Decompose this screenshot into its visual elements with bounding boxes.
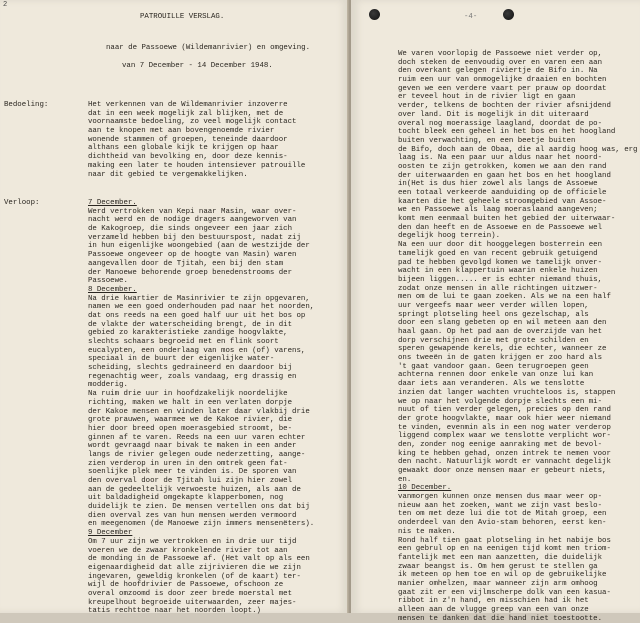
text-line: wacht in een klappertuin waarin enkele huizen [398, 267, 598, 276]
text-line: aan de gedeeltelijk verwoeste huizen, als aan de [88, 485, 301, 494]
text-line: 9 December [88, 529, 133, 538]
text-line: king te hebben gehad, onzen intrek te nemen voor [398, 449, 611, 458]
text-line: ten om met deze lui die tot de Mitah groep, een [398, 510, 607, 519]
text-line: gewaakt door onze mensen maar er gebeurt niets, [398, 467, 607, 475]
text-line: ingevaren, geweldig kronkelen (of de kaart) ter- [88, 572, 301, 581]
text-line: ginnen af te varen. Reeds na een uur varen echter [88, 433, 306, 442]
corner-mark: 2 [3, 1, 8, 9]
text-line: nacht werd en de nodige dragers aangeworven van [88, 216, 297, 225]
text-line: grote prauwen, waarmee we de Kakoe rivier, die [88, 416, 293, 425]
text-line: in(Het is dus hier zowel als langs de Assoewe [398, 180, 598, 189]
report-date-range: van 7 December - 14 December 1948. [122, 62, 273, 70]
text-line: zodat onze mensen in alle richtingen uitzwer- [398, 284, 598, 293]
text-line: achterna rennen door enkele van onze lui kan [398, 371, 594, 380]
text-line: springt plotseling heel ons gezelschap, als [398, 310, 589, 319]
text-line: haal gaan. Op het pad aan de overzijde van het [398, 328, 603, 336]
text-line: naar dit gebied te vergemakkelijken. [88, 170, 248, 179]
text-line: Na drie kwartier de Masinrivier te zijn opgevaren, [88, 294, 310, 303]
text-line: der Manoewe behorende groep benedenstrooms der [88, 268, 293, 277]
text-line: ons tweeën in de gaten krijgen er zoo hard als [398, 354, 603, 363]
text-line: laag is. Na een paar uur aldus naar het noord- [398, 154, 603, 163]
text-line: overal nog moerassige laagland, doordat de po- [398, 119, 603, 128]
text-line: nuut of tien verder gelegen, precies op den rand [398, 406, 611, 415]
text-line: scheiding, slechts gedraineerd en daardoor bij [88, 364, 293, 373]
right-page [351, 0, 640, 623]
text-line: vanmorgen kunnen onze mensen dus maar weer op- [398, 493, 603, 502]
text-line: in hun eigenlijke woongebied (aan de westzijde der [88, 242, 310, 251]
text-line: eigenaardigheid dat alle zijrivieren die we zijn [88, 563, 301, 572]
right-text [398, 50, 638, 623]
text-line: overal omzoomd is door zeer brede moerstal met [88, 589, 293, 598]
text-line: manier omhelzen, maar wanneer zijn arm omhoog [398, 579, 598, 588]
text-line: men om de lui te gaan zoeken. Als we na een half [398, 293, 611, 302]
text-line: we en Passoewe als laag moeraslaand aangeven; [398, 206, 598, 215]
text-line: de Bifo, doch aan de Obaa, die al aardig hoog was, erg [398, 145, 638, 154]
text-line: ik meteen op hem toe en wil op de gebruikelijke [398, 571, 607, 580]
text-line: slechts schaars begroeid met en flink soort [88, 338, 279, 346]
text-line: de monding in de Passoewe af. (Het valt op als een [88, 555, 310, 564]
text-line: dorp verschijnen drie met grote schilden en [398, 336, 589, 345]
text-line: making een later te houden intensiever patrouille [88, 161, 306, 170]
text-line: dat ons reeds na een goed half uur uit het bos op [88, 311, 306, 320]
text-line: uit baldadigheid omgekapte klapperbomen, nog [88, 494, 284, 503]
text-line: fantelijk met een man aanzetten, die duidelijk [398, 553, 603, 562]
text-line: den, zonder nog eenige aanraking met de bevol- [398, 440, 603, 449]
text-line: komt men eenmaal buiten het gebied der uiterwaar- [398, 215, 616, 224]
text-line: alleen aan de vlugge greep van een van onze [398, 606, 589, 614]
verloop-label: Verloop: [4, 199, 40, 207]
text-line: degelijk hoog terrein). [398, 232, 501, 241]
text-line: tamelijk goed en van recent gebruik getuigend [398, 249, 598, 258]
text-line: liggend complex waar we tenslotte verplicht wor- [398, 432, 611, 441]
text-line: onderdeel van den Avio-stam behoren, eerst ken- [398, 519, 607, 528]
text-line: Na een uur door dit hooggelegen bosterrein een [398, 241, 603, 250]
verloop-text [88, 199, 314, 616]
text-line: dien overval zes van hun mensen werden vermoord [88, 511, 297, 520]
text-line: een totaal verkeerde aanduiding op de officiele [398, 189, 607, 197]
text-line: er teveel hout in de rivier ligt en gaan [398, 93, 576, 102]
text-line: We varen voorlopig de Passoewe niet verder op, [398, 50, 603, 58]
text-line: tatis rechttoe naar het noorden loopt.) [88, 607, 261, 616]
text-line: ribbot in z'n hand, en misschien had ik het [398, 597, 589, 606]
text-line: te vinden, evenmin als in een nog water verderop [398, 423, 611, 432]
punch-hole [503, 9, 514, 20]
text-line: over land. Dit is mogelijk in dit uiteraard [398, 110, 589, 119]
text-line: Passoewe ongeveer op de hoogte van Masin) waren [88, 251, 297, 260]
report-title: PATROUILLE VERSLAG. [140, 13, 225, 21]
text-line: speciaal in de buurt der eigenlijke water- [88, 355, 275, 364]
text-line: den overval door de Tjitah lui zijn hier zowel [88, 477, 293, 485]
text-line: tocht bleek een geheel in het bos en het hoogland [398, 128, 616, 137]
text-line: der Kakoe mensen en vinden later daar vlakbij drie [88, 407, 310, 416]
text-line: aan te knopen met aan bovengenoemde rivier [88, 127, 275, 136]
text-line: en meegenomen (de Manoewe zijn immers mensenëters). [88, 520, 315, 529]
text-line: bijeen liggen..... er is echter niemand thuis, [398, 275, 603, 284]
text-line: ruim een uur van onmogelijke draaien en bochten [398, 76, 607, 85]
text-line: uur vergeefs maar weer verder willen lopen, [398, 301, 589, 310]
text-line: door een slang gebeten op en wil meteen aan den [398, 319, 607, 328]
text-line: soenlijke plek meer te vinden is. De sporen van [88, 468, 297, 477]
text-line: voeren we de zwaar kronkelende rivier tot aan [88, 546, 288, 555]
text-line: inzien dat langer wachten vruchteloos is, stappen [398, 388, 616, 397]
text-line: duidelijk te zien. De mensen vertellen ons dat bij [88, 503, 310, 512]
text-line: gebied zo karakteristieke zandige hoogvlakte, [88, 329, 288, 338]
text-line: de vlakte der waterscheiding brengt, de in dit [88, 320, 293, 329]
text-line: verder, telkens de bochten der rivier afsnijdend [398, 102, 611, 111]
text-line: Passoewe. [88, 277, 128, 286]
text-line: der uiterwaarden en gaan het bos en het hoogland [398, 171, 611, 180]
text-line: nis te maken. [398, 527, 456, 536]
text-line: modderig. [88, 381, 128, 390]
text-line: namen we een goed onderhouden pad naar het noorden, [88, 303, 315, 312]
text-line: langs de rivier gelegen oude nederzetting, aange- [88, 450, 306, 459]
text-line: oosten te zijn getrokken, komen we aan den rand [398, 162, 607, 171]
text-line: Rond half tien gaat plotseling in het nabije bos [398, 536, 611, 545]
text-line: wijl de hoofdrivier de Passoewe, ofschoon ze [88, 581, 284, 590]
text-line: wordt gevraagd naar bivak te maken in een ander [88, 442, 297, 451]
text-line: althans een globale kijk te krijgen op haar [88, 144, 279, 153]
text-line: dat in een week mogelijk zal blijken, met de [88, 109, 284, 118]
text-line: geven we een verdere vaart per prauw op doordat [398, 84, 607, 93]
text-line: aangevallen door de Tjitah, een bij den stam [88, 259, 284, 268]
text-line: de Kakogroep, die sinds ongeveer een jaar zich [88, 225, 293, 234]
text-line: nieuw aan het zoeken, want we zijn vast beslo- [398, 501, 603, 510]
text-line: hier door breed open moerasgebied stroomt, be- [88, 424, 293, 433]
text-line: daar iets aan veranderen. Als we tenslotte [398, 380, 585, 389]
report-subtitle: naar de Passoewe (Wildemanrivier) en omgeving. [106, 44, 311, 52]
punch-hole [369, 9, 380, 20]
text-line: doch steken de eenvoudig over en varen een aan [398, 58, 603, 67]
bedoeling-label: Bedoeling: [4, 101, 49, 109]
bedoeling-text [88, 101, 305, 179]
text-line: zwaar beangst is. Om hem gerust te stellen ga [398, 562, 598, 571]
text-line: Om 7 uur zijn we vertrokken en in drie uur tijd [88, 537, 297, 546]
text-line: Werd vertrokken van Kepi naar Masin, waar over- [88, 207, 297, 216]
text-line: speren gewapende kerels, die echter, wanneer ze [398, 345, 607, 354]
text-line: eucalypten, een onderlaag van mos en (of) varens, [88, 346, 306, 355]
text-line: den dan heeft en de Assoewe en de Passoewe wel [398, 223, 603, 232]
text-line: we op naar het volgende dorpje slechts een mi- [398, 397, 603, 406]
text-line: en. [398, 475, 412, 484]
text-line: een gebrul op en na eenigen tijd komt men triom- [398, 545, 611, 554]
text-line: mensen te danken dat die hand niet toestootte. [398, 614, 603, 623]
text-line: wonende stammen of groepen, teneinde daardoor [88, 135, 288, 144]
text-line: kreupelhout begroeide uiterwaarden, zeer majes- [88, 598, 297, 607]
text-line: der grote hoogvlakte, maar ook hier weer niemand [398, 414, 611, 423]
text-line: 't gaat vandoor gaan. Geen terugroepen geen [398, 362, 589, 371]
text-line: den nacht. Natuurlijk wordt er vannacht degelijk [398, 458, 611, 467]
text-line: verzameld hebben bij den bestuurspost, nadat zij [88, 233, 301, 242]
text-line: kaarten die het geheele stroomgebied van Assoe- [398, 197, 607, 206]
text-line: voornaamste bedoeling, zo veel mogelijk contact [88, 118, 297, 127]
text-line: gaat zit er een vijlmscherpe dolk van een kasua- [398, 588, 611, 597]
right-page-number: -4- [464, 13, 478, 21]
text-line: den overkant gelegen riviertje de Bifo in. Na [398, 67, 598, 76]
text-line: Na ruim drie uur in hoofdzakelijk noordelijke [88, 390, 288, 399]
text-line: richting, maken we halt in een verlaten dorpje [88, 398, 293, 407]
text-line: pad te hebben gevolgd komen we tamelijk onver- [398, 258, 603, 267]
text-line: 10 December. [398, 484, 452, 493]
text-line: zien verderop in uren in den omtrek geen fat- [88, 459, 288, 468]
text-line: Het verkennen van de Wildemanrivier inzoverre [88, 101, 288, 109]
text-line: dichtheid van bevolking en, door deze kennis- [88, 153, 288, 162]
text-line: 7 December. [88, 199, 137, 207]
text-line: regenachtig weer, zoals vandaag, erg drassig en [88, 372, 297, 381]
text-line: 8 December. [88, 285, 137, 294]
text-line: buiten verwachting, en een beetje buiten [398, 136, 576, 145]
